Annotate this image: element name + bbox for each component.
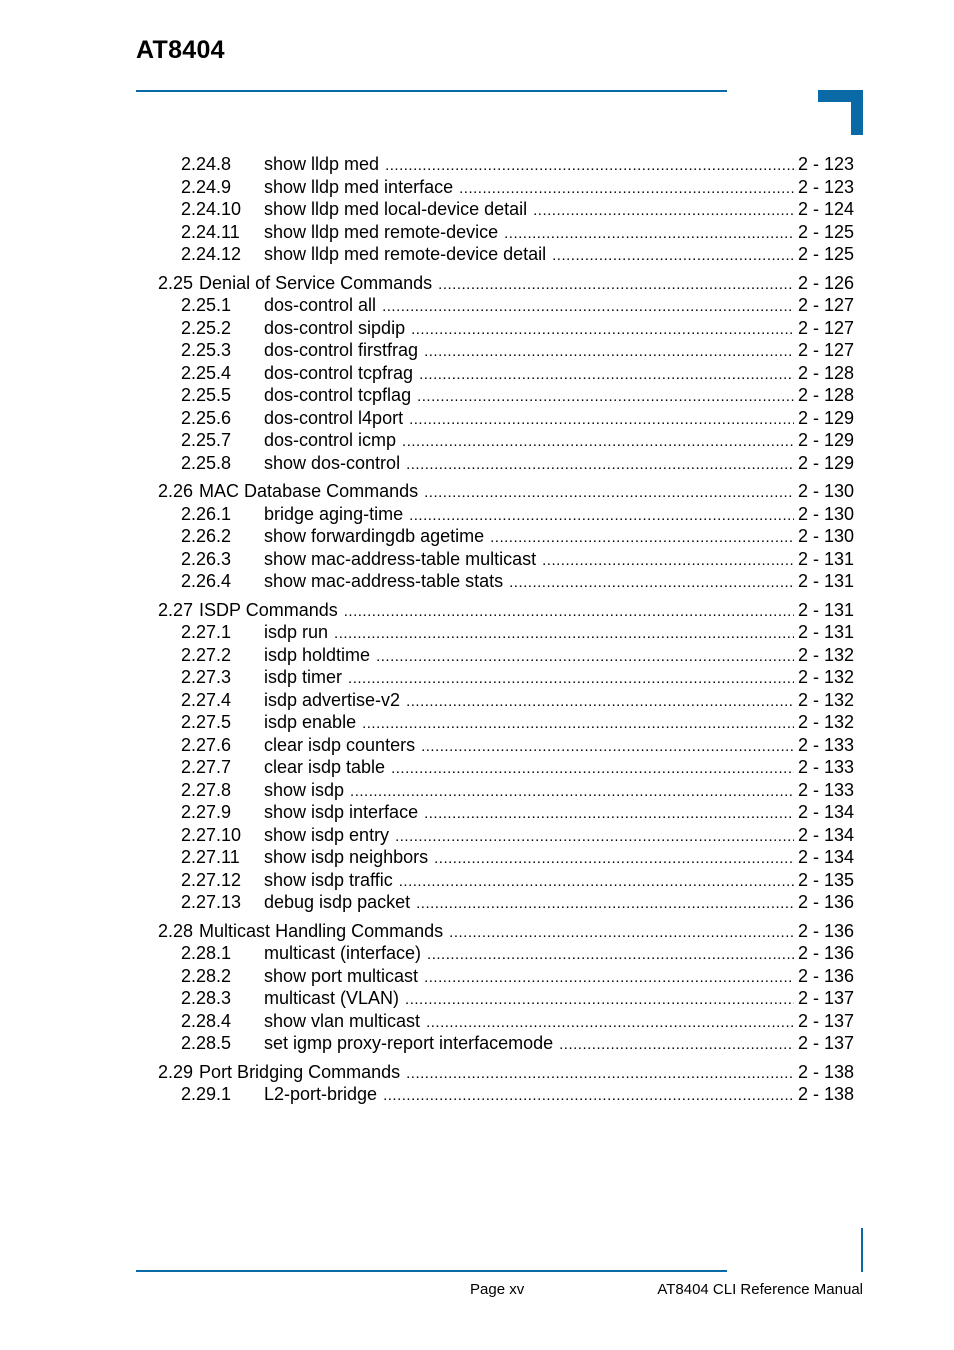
toc-entry-number: 2.27.3 [181,667,232,687]
toc-entry-title: show vlan multicast [264,1010,421,1031]
toc-entry-page: 2 - 132 [797,667,854,687]
toc-entry-title: debug isdp packet [264,892,411,912]
toc-entry-title: dos-control sipdip [264,317,406,338]
toc-entry-number: 2.24.9 [181,176,232,197]
toc-entry-number: 2.26.3 [181,548,232,569]
toc-subsection-entry[interactable] [136,965,854,988]
dot-leader [417,386,794,409]
toc-entry-page: 2 - 134 [797,802,854,822]
toc-entry-page: 2 - 138 [797,1084,854,1104]
toc-entry-number: 2.27.13 [181,892,242,912]
toc-entry-page: 2 - 131 [797,622,854,642]
toc-entry-title: show lldp med interface [264,176,454,197]
toc-entry-page: 2 - 134 [797,847,854,867]
toc-entry-number: 2.29.1 [181,1084,232,1104]
toc-entry-number: 2.28.5 [181,1033,232,1053]
toc-entry-number: 2.27.4 [181,689,232,710]
toc-entry-title: L2-port-bridge [264,1084,378,1104]
footer-manual-title: AT8404 CLI Reference Manual [657,1281,863,1298]
toc-entry-title: isdp enable [264,712,357,732]
toc-entry-page: 2 - 134 [797,824,854,845]
toc-entry-title: show lldp med [264,154,380,174]
toc-entry-title: set igmp proxy-report interfacemode [264,1033,554,1053]
toc-subsection-entry[interactable] [136,734,854,757]
toc-entry-number: 2.26 [158,481,194,501]
toc-subsection-entry[interactable] [136,846,854,869]
toc-subsection-entry[interactable] [136,891,854,914]
toc-entry-page: 2 - 126 [797,272,854,293]
dot-leader [424,967,794,990]
toc-entry-number: 2.27.9 [181,802,232,822]
toc-entry-page: 2 - 124 [797,199,854,219]
toc-subsection-entry[interactable] [136,407,854,430]
dot-leader [382,296,794,319]
toc-entry-number: 2.28.2 [181,965,232,986]
toc-entry-title: dos-control all [264,295,377,315]
toc-entry-title: show isdp traffic [264,869,393,890]
toc-entry-page: 2 - 123 [797,176,854,197]
toc-entry-page: 2 - 131 [797,571,854,591]
dot-leader [434,848,794,871]
toc-entry-page: 2 - 128 [797,385,854,405]
toc-subsection-entry[interactable] [136,243,854,266]
toc-entry-page: 2 - 135 [797,869,854,890]
toc-entry-page: 2 - 127 [797,317,854,338]
dot-leader [533,200,794,223]
toc-subsection-entry[interactable] [136,621,854,644]
toc-entry-title: show port multicast [264,965,419,986]
dot-leader [406,1063,794,1086]
toc-entry-number: 2.24.10 [181,199,242,219]
toc-entry-page: 2 - 127 [797,340,854,360]
dot-leader [449,922,794,945]
header-rule [136,90,727,92]
corner-mark-bottom [861,1228,863,1272]
toc-entry-title: isdp advertise-v2 [264,689,401,710]
toc-entry-number: 2.25.5 [181,385,232,405]
toc-entry-page: 2 - 129 [797,452,854,473]
toc-subsection-entry[interactable] [136,429,854,452]
toc-entry-title: Denial of Service Commands [199,272,433,293]
toc-entry-page: 2 - 133 [797,734,854,755]
toc-entry-number: 2.29 [158,1061,194,1082]
toc-subsection-entry[interactable] [136,869,854,892]
toc-entry-title: clear isdp table [264,757,386,777]
toc-subsection-entry[interactable] [136,644,854,667]
toc-subsection-entry[interactable] [136,711,854,734]
toc-entry-title: show lldp med local-device detail [264,199,528,219]
toc-entry-number: 2.26.2 [181,526,232,546]
dot-leader [385,155,794,178]
toc-entry-page: 2 - 138 [797,1061,854,1082]
toc-entry-number: 2.27 [158,599,194,620]
toc-entry-page: 2 - 136 [797,920,854,941]
toc-section-entry[interactable] [136,599,854,622]
toc-entry-title: multicast (VLAN) [264,988,400,1008]
dot-leader [426,1012,794,1035]
toc-group [136,272,854,475]
corner-mark-top [818,90,863,135]
dot-leader [376,646,794,669]
toc-entry-page: 2 - 133 [797,757,854,777]
dot-leader [406,691,794,714]
toc-entry-title: multicast (interface) [264,943,422,963]
toc-subsection-entry[interactable] [136,942,854,965]
toc-entry-title: show dos-control [264,452,401,473]
toc-subsection-entry[interactable] [136,503,854,526]
toc-entry-number: 2.24.8 [181,154,232,174]
toc-subsection-entry[interactable] [136,1032,854,1055]
toc-entry-title: show isdp neighbors [264,847,429,867]
dot-leader [344,601,794,624]
toc-entry-title: show lldp med remote-device detail [264,244,547,264]
toc-group [136,920,854,1055]
toc-entry-title: MAC Database Commands [199,481,419,501]
toc-entry-title: show lldp med remote-device [264,221,499,242]
toc-entry-page: 2 - 136 [797,892,854,912]
dot-leader [416,893,794,916]
toc-entry-number: 2.28 [158,920,194,941]
document-title: AT8404 [136,36,225,64]
toc-section-entry[interactable] [136,480,854,503]
dot-leader [334,623,794,646]
toc-entry-page: 2 - 136 [797,965,854,986]
toc-entry-number: 2.25.7 [181,430,232,450]
toc-entry-number: 2.27.2 [181,644,232,665]
toc-subsection-entry[interactable] [136,452,854,475]
toc-subsection-entry[interactable] [136,384,854,407]
toc-subsection-entry[interactable] [136,317,854,340]
footer-rule [136,1270,727,1272]
toc-entry-page: 2 - 125 [797,221,854,242]
toc-subsection-entry[interactable] [136,570,854,593]
toc-subsection-entry[interactable] [136,525,854,548]
toc-group [136,1061,854,1106]
toc-entry-number: 2.28.1 [181,943,232,963]
toc-subsection-entry[interactable] [136,1083,854,1106]
dot-leader [438,274,794,297]
footer-page-number: Page xv [470,1281,525,1298]
dot-leader [490,527,794,550]
table-of-contents [136,153,854,1112]
toc-entry-number: 2.27.6 [181,734,232,755]
toc-entry-number: 2.28.3 [181,988,232,1008]
toc-entry-page: 2 - 132 [797,712,854,732]
toc-subsection-entry[interactable] [136,198,854,221]
dot-leader [424,341,794,364]
toc-entry-title: show mac-address-table stats [264,571,504,591]
dot-leader [424,803,794,826]
toc-subsection-entry[interactable] [136,1010,854,1033]
toc-entry-title: isdp run [264,622,329,642]
toc-entry-page: 2 - 132 [797,644,854,665]
toc-group [136,599,854,914]
toc-entry-number: 2.26.1 [181,503,232,524]
dot-leader [542,550,794,573]
dot-leader [406,454,794,477]
dot-leader [421,736,794,759]
dot-leader [504,223,794,246]
dot-leader [411,319,794,342]
toc-subsection-entry[interactable] [136,294,854,317]
toc-subsection-entry[interactable] [136,666,854,689]
toc-subsection-entry[interactable] [136,153,854,176]
toc-entry-page: 2 - 129 [797,430,854,450]
toc-entry-number: 2.27.7 [181,757,232,777]
toc-group [136,153,854,266]
toc-entry-title: dos-control tcpflag [264,385,412,405]
toc-entry-page: 2 - 137 [797,1033,854,1053]
toc-entry-number: 2.25.6 [181,407,232,428]
dot-leader [509,572,794,595]
toc-entry-title: bridge aging-time [264,503,404,524]
toc-subsection-entry[interactable] [136,548,854,571]
toc-entry-page: 2 - 137 [797,988,854,1008]
toc-entry-number: 2.25.2 [181,317,232,338]
dot-leader [383,1085,794,1108]
toc-entry-page: 2 - 137 [797,1010,854,1031]
dot-leader [405,989,794,1012]
toc-entry-number: 2.25.8 [181,452,232,473]
dot-leader [427,944,794,967]
dot-leader [399,871,794,894]
toc-entry-title: dos-control icmp [264,430,397,450]
dot-leader [402,431,794,454]
toc-entry-page: 2 - 127 [797,295,854,315]
toc-subsection-entry[interactable] [136,339,854,362]
toc-entry-title: show isdp entry [264,824,390,845]
toc-entry-number: 2.27.1 [181,622,232,642]
toc-subsection-entry[interactable] [136,801,854,824]
toc-entry-page: 2 - 125 [797,244,854,264]
dot-leader [552,245,794,268]
dot-leader [559,1034,794,1057]
toc-subsection-entry[interactable] [136,689,854,712]
toc-entry-page: 2 - 132 [797,689,854,710]
dot-leader [362,713,794,736]
toc-entry-title: isdp holdtime [264,644,371,665]
toc-entry-page: 2 - 128 [797,362,854,383]
toc-entry-page: 2 - 133 [797,779,854,800]
toc-subsection-entry[interactable] [136,987,854,1010]
toc-entry-number: 2.24.12 [181,244,242,264]
dot-leader [391,758,794,781]
toc-entry-title: Port Bridging Commands [199,1061,401,1082]
toc-entry-title: dos-control l4port [264,407,404,428]
toc-section-entry[interactable] [136,1061,854,1084]
toc-subsection-entry[interactable] [136,221,854,244]
toc-entry-title: show forwardingdb agetime [264,526,485,546]
toc-entry-title: ISDP Commands [199,599,338,620]
toc-entry-number: 2.27.8 [181,779,232,800]
toc-subsection-entry[interactable] [136,176,854,199]
toc-group [136,480,854,593]
toc-subsection-entry[interactable] [136,824,854,847]
toc-entry-page: 2 - 129 [797,407,854,428]
toc-entry-title: show isdp interface [264,802,419,822]
toc-entry-title: Multicast Handling Commands [199,920,444,941]
toc-entry-title: dos-control tcpfrag [264,362,414,383]
toc-entry-page: 2 - 131 [797,548,854,569]
toc-entry-number: 2.28.4 [181,1010,232,1031]
dot-leader [459,178,794,201]
toc-section-entry[interactable] [136,920,854,943]
dot-leader [419,364,794,387]
toc-entry-page: 2 - 123 [797,154,854,174]
toc-subsection-entry[interactable] [136,362,854,385]
toc-entry-number: 2.25.1 [181,295,232,315]
toc-entry-page: 2 - 131 [797,599,854,620]
toc-entry-title: show isdp [264,779,345,800]
dot-leader [395,826,794,849]
toc-entry-number: 2.27.12 [181,869,242,890]
toc-entry-number: 2.27.5 [181,712,232,732]
toc-entry-number: 2.26.4 [181,571,232,591]
toc-entry-number: 2.25.4 [181,362,232,383]
dot-leader [424,482,794,505]
toc-entry-title: isdp timer [264,667,343,687]
toc-entry-page: 2 - 130 [797,526,854,546]
toc-entry-number: 2.25 [158,272,194,293]
toc-entry-title: clear isdp counters [264,734,416,755]
dot-leader [409,505,794,528]
toc-entry-number: 2.27.10 [181,824,242,845]
toc-subsection-entry[interactable] [136,779,854,802]
toc-subsection-entry[interactable] [136,756,854,779]
toc-entry-title: show mac-address-table multicast [264,548,537,569]
toc-entry-number: 2.25.3 [181,340,232,360]
dot-leader [348,668,794,691]
toc-entry-title: dos-control firstfrag [264,340,419,360]
toc-entry-page: 2 - 136 [797,943,854,963]
toc-entry-number: 2.27.11 [181,847,240,867]
dot-leader [409,409,794,432]
dot-leader [350,781,794,804]
toc-entry-page: 2 - 130 [797,481,854,501]
toc-entry-number: 2.24.11 [181,221,240,242]
toc-section-entry[interactable] [136,272,854,295]
toc-entry-page: 2 - 130 [797,503,854,524]
